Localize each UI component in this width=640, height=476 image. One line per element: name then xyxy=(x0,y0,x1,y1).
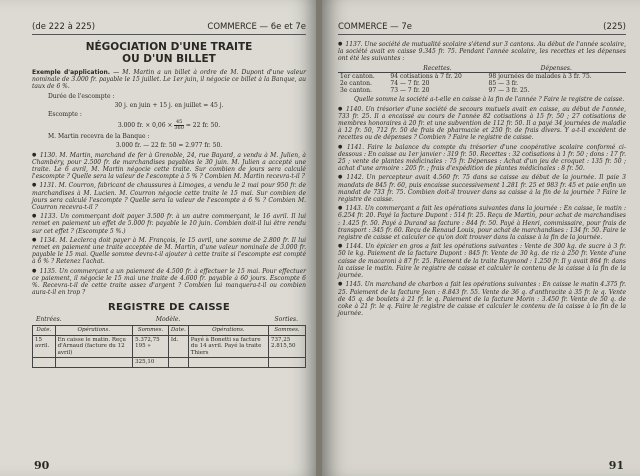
canton-label: 2e canton. xyxy=(340,80,372,88)
canton-recettes: 94 cotisations à 7 fr. 20 xyxy=(390,72,462,80)
cell-date-2: Id. xyxy=(168,335,188,358)
discount-label: Escompte : xyxy=(48,111,82,119)
cell-sum: 325,10 xyxy=(133,358,169,368)
col-sommes: Sommes. xyxy=(133,326,169,336)
depenses-header: Dépenses. xyxy=(487,65,626,73)
problem-1144: ● 1144. Un épicier en gros a fait les opérations suivantes : Vente de 300 kg. de sucre à 3 fr. 50 le kg. Paiement de la facture Dupont : 845 fr. Vente de 30 kg. de riz à 250 fr. Vente d'une caisse de macaroni à 87 fr. 25. Paiement de la traite Raymond : 1.250 fr. Il y avait 864 fr. dans la caisse le matin. Faire le registre de caisse et calculer le contenu de la caisse à la fin de la journée. xyxy=(338,243,626,279)
table-row xyxy=(338,72,626,80)
right-header-range: (225) xyxy=(603,22,626,32)
left-page xyxy=(0,0,318,476)
sorties-label: Sorties. xyxy=(274,316,298,324)
canton-recettes: 73 — 7 fr. 20 xyxy=(390,87,430,95)
problem-1130: ● 1130. M. Martin, marchand de fer à Grenoble, 24, rue Bayard, a vendu à M. Julien, à Chambéry, pour 2.500 fr. de marchandises payables le 30 juin. M. Julien a accepté une traite. Le 6 avril, M. Martin négocie cette traite. Sur combien de jours sera calculé l'escompte ? Quelle sera la valeur de l'escompte à 5 % ? Combien M. Martin recevra-t-il ? xyxy=(32,152,306,181)
example-paragraph xyxy=(32,69,306,91)
cell-sum: 5.372,75 195 » xyxy=(133,335,169,358)
table-row xyxy=(33,358,306,368)
problem-1131: ● 1131. M. Courron, fabricant de chaussures à Limoges, a vendu le 2 mai pour 950 fr. de marchandises à M. Lucien. M. Courron négocie cette traite le 15 mai. Sur combien de jours sera calculé l'escompte ? Quelle sera la valeur de l'escompte à 6 % ? Combien M. Courron recevra-t-il ? xyxy=(32,182,306,211)
col-date: Date. xyxy=(33,326,56,336)
problem-1145: ● 1145. Un marchand de charbon a fait les opérations suivantes : En caisse le matin 4.375 fr. 25. Paiement de la facture Jean : 8.843 fr. 55. Vente de 36 q. d'anthracite à 35 fr. le q. Vente de 45 q. de boulets à 21 fr. le q. Paiement de la facture Morin : 3.450 fr. Vente de 50 q. de coke à 21 fr. le q. Faire le registre de caisse et calculer le contenu de la caisse à la fin de la journée. xyxy=(338,281,626,317)
problem-1143: ● 1143. Un commerçant a fait les opérations suivantes dans la journée : En caisse, le matin : 6.254 fr. 20. Payé la facture Dupont : 514 fr. 25. Reçu de Martin, pour achat de marchandises : 1.425 fr. 50. Payé à Durand sa facture : 844 fr. 50. Payé à Henri, commissaire, pour frais de transport : 345 fr. 60. Reçu de Renaud Louis, pour achat de marchandises : 134 fr. 50. Faire le registre de caisse et calculer ce qu'on doit trouver dans la caisse à la fin de la journée. xyxy=(338,205,626,241)
right-header-subject: COMMERCE — 7e xyxy=(338,22,412,32)
problem-1133: ● 1133. Un commerçant doit payer 3.500 fr. à un autre commerçant, le 16 avril. Il lui remet en paiement un effet de 5.000 fr. payable le 10 juin. Combien doit-il lui être rendu sur cet effet ? (Escompte 5 %.) xyxy=(32,213,306,235)
receives-label: M. Martin recevra de la Banque : xyxy=(48,133,150,141)
col-date-2: Date. xyxy=(168,326,188,336)
problem-1134: ● 1134. M. Leclercq doit payer à M. François, le 15 avril, une somme de 2.800 fr. Il lui remet en paiement une traite acceptée de M. Martin, d'une valeur nominale de 3.000 fr. payable le 15 mai. Quelle somme devra-t-il ajouter à cette traite si l'escompte est compté à 6 % ? Retenez l'achat. xyxy=(32,237,306,266)
left-header-subject: COMMERCE — 6e et 7e xyxy=(207,22,306,32)
discount-calc-b: = 22 fr. 50. xyxy=(185,122,221,130)
problem-1137: ● 1137. Une société de mutualité scolaire s'étend sur 3 cantons. Au début de l'année scolaire, la société avait en caisse 9.345 fr. 75. Pendant l'année scolaire, les recettes et les dépenses ont été les suivantes : xyxy=(338,41,626,63)
cell-sum-2: 737,25 2.815,50 xyxy=(268,335,305,358)
cell-date xyxy=(33,358,56,368)
section-title-line2: OU D'UN BILLET xyxy=(122,53,216,65)
table-row xyxy=(338,80,626,87)
canton-label: 1er canton. xyxy=(340,72,375,80)
problem-1137-question: Quelle somme la société a-t-elle en caisse à la fin de l'année ? Faire le registre de caisse. xyxy=(354,96,625,104)
cell-op: En caisse le matin. Reçu d'Arnaud (facture du 12 avril) xyxy=(55,335,133,358)
left-page-number: 90 xyxy=(34,459,50,472)
modele-label: Modèle. xyxy=(155,316,181,324)
canton-table xyxy=(338,65,626,95)
canton-label: 3e canton. xyxy=(340,87,372,95)
canton-table-header xyxy=(338,65,626,73)
col-operations: Opérations. xyxy=(55,326,133,336)
table-row xyxy=(338,87,626,94)
left-header-range: (de 222 à 225) xyxy=(32,22,96,32)
fraction-denominator: 360 xyxy=(174,125,184,132)
right-page xyxy=(322,0,640,476)
example-text: — M. Martin a un billet à ordre de M. Dupont d'une valeur nominale de 3.000 fr. payable le 15 juillet. Le 1er juin, il négocie ce billet à la Banque, au taux de 6 %. xyxy=(32,69,307,91)
problem-1142: ● 1142. Un percepteur avait 4.560 fr. 75 dans sa caisse au début de la journée. Il paie 3 mandats de 845 fr. 60, puis encaisse successivement 1.281 fr. 25 et 983 fr. 45 et paie enfin un mandat de 733 fr. 75. Combien doit-il trouver dans sa caisse à la fin de la journée ? Faire le registre de caisse. xyxy=(338,174,626,203)
duration-label: Durée de l'escompte : xyxy=(48,92,115,100)
registre-title: REGISTRE DE CAISSE xyxy=(107,302,231,314)
recettes-header: Recettes. xyxy=(388,65,486,73)
registre-subheads xyxy=(32,316,306,323)
col-operations-2: Opérations. xyxy=(188,326,268,336)
fraction-numerator: 45 xyxy=(175,119,183,126)
cell-date-2 xyxy=(168,358,188,368)
col-sommes-2: Sommes. xyxy=(268,326,305,336)
example-lead: Exemple d'application. xyxy=(32,69,111,76)
section-title-line1: NÉGOCIATION D'UNE TRAITE xyxy=(85,41,253,53)
canton-depenses: 98 journées de malades à 3 fr. 75. xyxy=(488,72,592,80)
right-page-number: 91 xyxy=(608,459,624,472)
table-header-row xyxy=(33,326,306,336)
problem-1141: ● 1141. Faire la balance du compte du trésorier d'une coopérative scolaire conformé ci-dessous : En caisse au 1er janvier : 319 fr. 50. Recettes : 32 cotisations à 1 fr. 50 ; dons : 17 fr. 25 ; vente de plantes médicinales : 75 fr. Dépenses : Achat d'un jeu de croquet : 135 fr. 50 ; achat d'une armoire : 205 fr. ; frais d'expédition de plantes médicinales : 8 fr. 50. xyxy=(338,144,626,173)
problem-1140: ● 1140. Un trésorier d'une société de secours mutuels avait en caisse, au début de l'année, 733 fr. 25. Il a encaissé au cours de l'année 82 cotisations à 15 fr. 50 ; 27 cotisations de membres honoraires à 20 fr. et une subvention de 112 fr. 50. Il a payé 34 journées de maladie à 12 fr. 50, 712 fr. 50 de frais de pharmacie et 250 fr. de frais divers. Y a-t-il excédent de recettes ou de dépenses ? Combien ? Faire le registre de caisse. xyxy=(338,106,626,142)
canton-depenses: 97 — 3 fr. 25. xyxy=(488,87,530,95)
cash-register-table xyxy=(32,325,306,368)
right-running-header xyxy=(338,22,626,35)
cell-date: 15 avril. xyxy=(33,335,56,358)
cell-op-2: Payé à Bonetti sa facture du 14 avril. Payé la traite Thiers xyxy=(188,335,268,358)
left-running-header xyxy=(32,22,306,35)
cell-op-2 xyxy=(188,358,268,368)
canton-header-blank xyxy=(338,65,388,73)
table-row xyxy=(33,335,306,358)
cell-sum-2 xyxy=(268,358,305,368)
entrees-label: Entrées. xyxy=(36,316,62,324)
canton-recettes: 74 — 7 fr. 20 xyxy=(390,80,430,88)
receives-calc: 3.000 fr. — 22 fr. 50 = 2.977 fr. 50. xyxy=(115,142,223,150)
cell-op xyxy=(55,358,133,368)
discount-fraction xyxy=(174,120,184,131)
duration-calc: 30 j. en juin + 15 j. en juillet = 45 j. xyxy=(114,101,224,109)
discount-calc-a: 3.000 fr. × 0,06 × xyxy=(117,122,173,130)
section-title xyxy=(32,41,306,65)
canton-depenses: 85 — 3 fr. xyxy=(488,80,519,88)
discount-calc xyxy=(32,120,306,131)
problem-1135: ● 1135. Un commerçant a un paiement de 4.500 fr. à effectuer le 15 mai. Pour effectuer ce paiement, il négocie le 15 mai une traite de 4.600 fr. payable à 60 jours. Escompte 6 %. Recevra-t-il de cette traite assez d'argent ? Combien lui manquera-t-il ou combien aura-t-il en trop ? xyxy=(32,268,306,297)
